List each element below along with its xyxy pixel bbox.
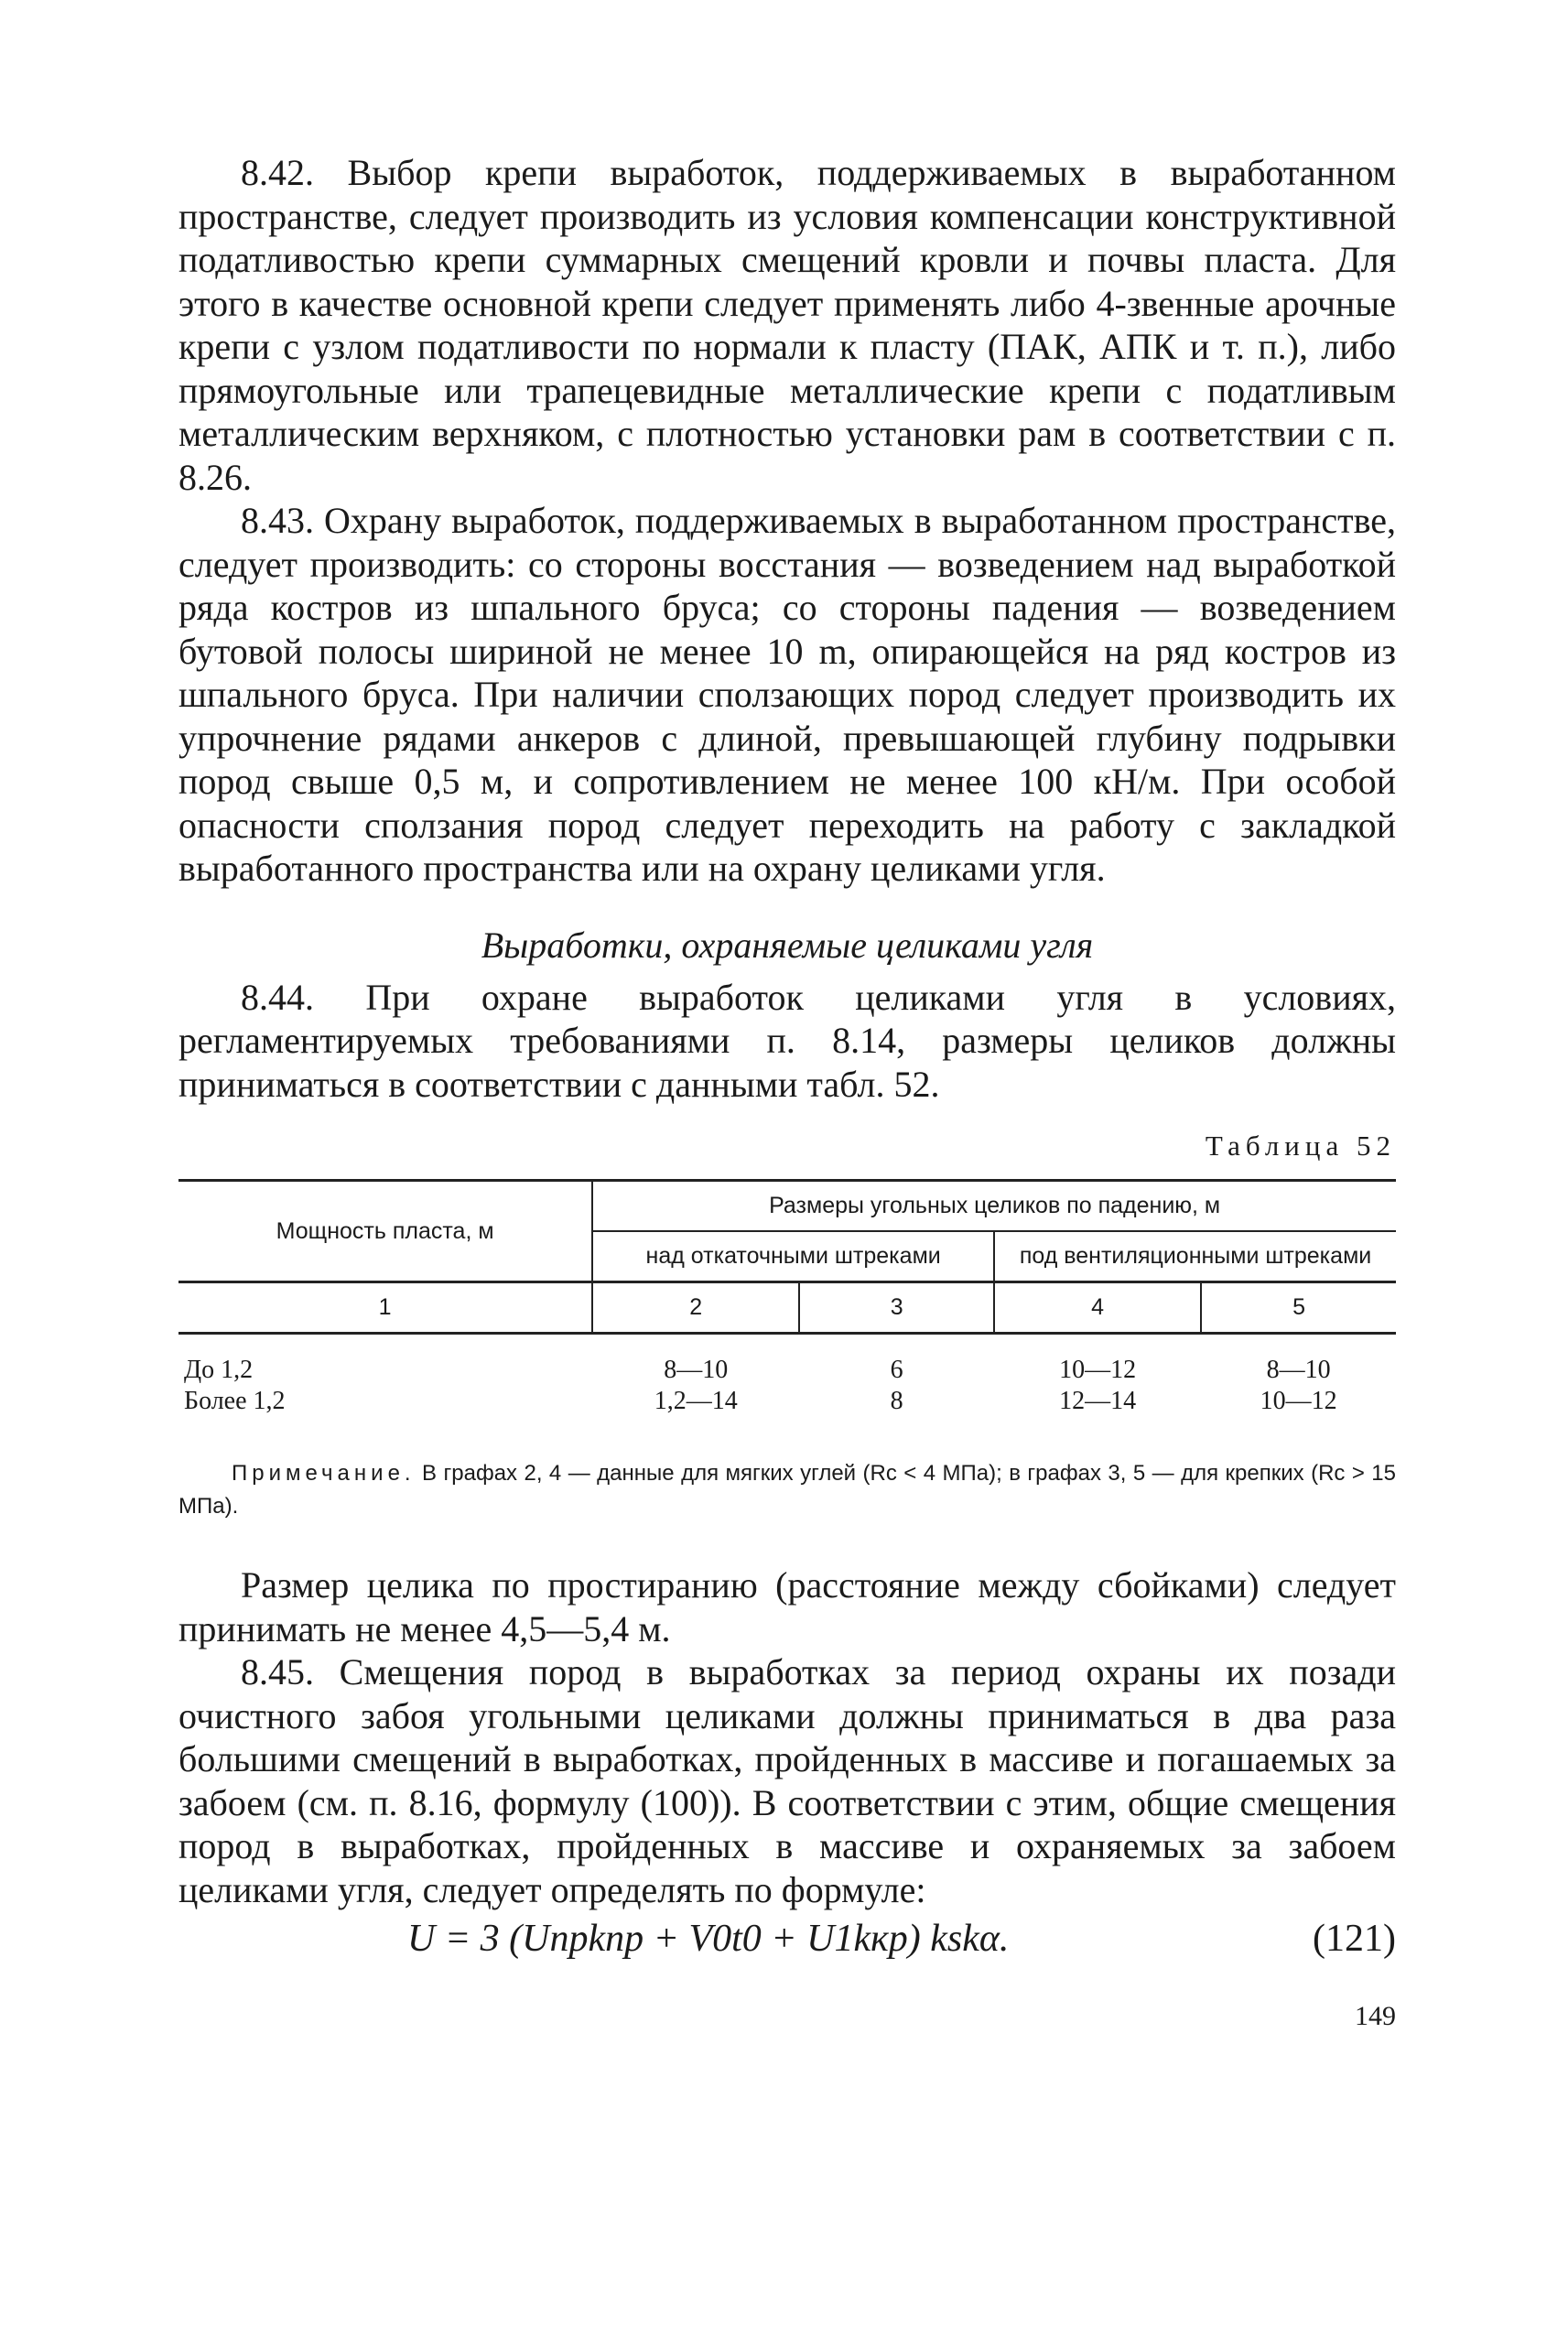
paragraph-8-45: 8.45. Смещения пород в выработках за период охраны их позади очистного забоя угольными целиками должны приниматься в два раза большими смещений в выработках, пройденных в массиве и погашаемых за забоем (см. п. 8.16, формулу (100)). В соответствии с этим, общие смещения пород в выработках, пройденных в массиве и охраняемых за забоем целиками угля, следует определять по формуле:	[178, 1651, 1396, 1910]
header-ventilation: под вентиляционными штреками	[994, 1231, 1396, 1282]
col-number: 1	[178, 1282, 592, 1334]
paragraph-8-43: 8.43. Охрану выработок, поддерживаемых в выработанном пространстве, следует производить: со стороны восстания — возведением над выработкой ряда костров из шпального бруса; со стороны падения — возведением бутовой полосы шириной не менее 10 m, опирающейся на ряд костров из шпального бруса. При наличии сползающих пород следует производить их упрочнение рядами анкеров с длиной, превышающей глубину подрывки пород свыше 0,5 м, и сопротивлением не менее 100 кН/м. При особой опасности сползания пород следует переходить на работу с закладкой выработанного пространства или на охрану целиками угля.	[178, 500, 1396, 889]
table-row	[178, 1355, 1396, 1386]
table-caption: Таблица 52	[1205, 1130, 1396, 1162]
table-cell: 8—10	[1266, 1356, 1331, 1384]
header-thickness: Мощность пласта, м	[178, 1181, 592, 1282]
page-number: 149	[1355, 2001, 1396, 2031]
note-label: Примечание.	[232, 1461, 416, 1486]
formula-121	[178, 1917, 1396, 1964]
col-number: 4	[994, 1282, 1201, 1334]
table-cell: 8—10	[664, 1356, 729, 1384]
paragraph-8-44: 8.44. При охране выработок целиками угля в условиях, регламентируемых требованиями п. 8.14, размеры целиков должны приниматься в соответствии с данными табл. 52.	[178, 976, 1396, 1105]
formula-number: (121)	[1313, 1918, 1396, 1960]
note-text: В графах 2, 4 — данные для мягких углей (Rc < 4 МПа); в графах 3, 5 — для крепких (Rc > 15 МПа).	[178, 1461, 1396, 1519]
table-cell: 10—12	[1260, 1387, 1337, 1415]
col-number: 2	[592, 1282, 799, 1334]
table-cell: 12—14	[1059, 1387, 1137, 1415]
header-haulage: над откаточными штреками	[592, 1231, 994, 1282]
table-cell: 1,2—14	[654, 1387, 738, 1415]
formula-expression: U = 3 (Uпрkпр + V0t0 + U1kкр) kskα.	[407, 1918, 1010, 1960]
table-cell: 6	[890, 1356, 903, 1384]
table-cell: Более 1,2	[184, 1387, 286, 1415]
paragraph-8-42: 8.42. Выбор крепи выработок, поддерживаемых в выработанном пространстве, следует производить из условия компенсации конструктивной податливостью крепи суммарных смещений кровли и почвы пласта. Для этого в качестве основной крепи следует применять либо 4-звенные арочные крепи с узлом податливости по нормали к пласту (ПАК, АПК и т. п.), либо прямоугольные или трапецевидные металлические крепи с податливым металлическим верхняком, с плотностью установки рам в соответствии с п. 8.26.	[178, 152, 1396, 498]
table-52	[178, 1179, 1396, 1417]
col-number: 3	[799, 1282, 994, 1334]
paragraph-pillar-length: Размер целика по простиранию (расстояние между сбойками) следует принимать не менее 4,5—5,4 м.	[178, 1564, 1396, 1649]
header-pillar-sizes: Размеры угольных целиков по падению, м	[592, 1181, 1396, 1232]
table-row	[178, 1386, 1396, 1417]
page-content	[178, 151, 1396, 2031]
table-note	[178, 1457, 1396, 1523]
section-heading: Выработки, охраняемые целиками угля	[481, 924, 1094, 966]
table-cell: До 1,2	[184, 1356, 254, 1384]
table-cell: 10—12	[1059, 1356, 1137, 1384]
col-number: 5	[1201, 1282, 1396, 1334]
table-cell: 8	[890, 1387, 903, 1415]
